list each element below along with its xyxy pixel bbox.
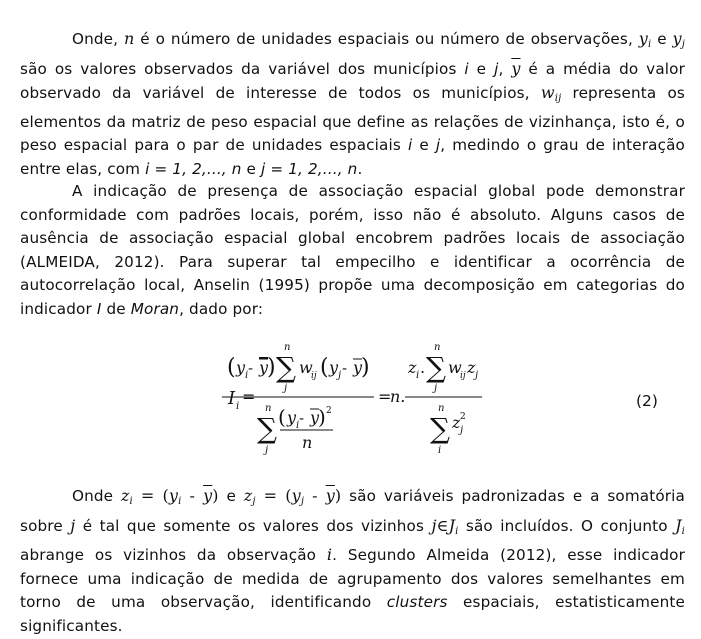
eq-sum-top: n [434,342,441,353]
eq-n: n [302,433,313,452]
math-I: I [96,299,102,318]
math-subscript: i [681,525,686,537]
eq-square: 2 [460,412,466,422]
text: são os valores observados da variável dos municípios [20,59,465,78]
eq-z: z [467,358,476,377]
math-ybar: $\overline{y}$ [325,486,335,505]
eq-sub: j [475,370,479,381]
eq-minus: - [248,359,254,377]
paragraph-definitions [20,27,685,182]
eq-sum-top: n [265,403,272,414]
math-op: - [304,486,326,505]
clusters-term: clusters [386,593,448,612]
eq-z: z [408,358,417,377]
text: é o número de unidades espaciais ou número de observações, [134,30,639,48]
math-subscript: i [455,525,459,537]
text: e [412,136,436,155]
math-y: y [638,29,648,48]
eq-sum: ∑ [426,351,446,384]
eq-sum: ∑ [257,412,277,445]
eq-w-sub: ij [311,371,317,381]
eq-paren: ) [318,405,326,429]
text: e [651,30,673,48]
math-i: i [407,136,413,155]
math-op: ) [334,486,342,505]
paragraph-global-association [20,180,685,322]
math-y: y [672,29,682,48]
eq-y: y [236,358,246,377]
text: Onde, [72,30,124,48]
math-w: w [540,83,555,103]
text: e [241,159,261,178]
math-i-range: i = 1, 2,..., n [145,159,242,178]
eq-paren: ( [278,405,286,429]
eq-w: w [299,358,313,377]
math-j-range: j = 1, 2,..., n [261,159,358,178]
text: de [101,299,131,318]
text: e [468,59,495,78]
eq-sum-bottom: j [284,383,288,394]
math-j: j [435,136,441,155]
math-ybar: $\overline{y}$ [203,486,213,505]
text: é a média do valor observado da variável de interesse de todos os municípios, [20,59,685,103]
eq-square: 2 [326,406,332,416]
eq-sum: ∑ [430,412,450,445]
eq-sub: j [338,370,342,381]
moran-term: Moran [130,299,180,318]
math-op: - [181,486,204,505]
math-n: n [124,29,135,48]
math-j: j [494,59,499,78]
math-subscript: j [681,39,686,50]
text: abrange os vizinhos da observação [20,546,327,565]
equation-local-moran [0,333,701,463]
eq-ybar: y [353,358,363,377]
math-subscript: i [648,39,652,50]
eq-paren: ) [361,355,370,380]
math-y: y [291,486,301,505]
eq-w: w [448,358,462,377]
text: são variáveis padronizadas e a somatória sobre [20,487,686,535]
eq-paren: ( [320,355,329,380]
math-J: J [675,515,682,535]
math-j: j [70,515,76,535]
math-z: z [243,486,253,505]
eq-ybar: y [259,358,269,377]
eq-minus: - [299,409,305,427]
eq-minus: - [342,359,348,377]
eq-lhs-sub: i [236,401,240,412]
math-op: = ( [132,486,169,505]
math-J: J [448,515,456,535]
eq-sub: i [245,370,249,381]
text: , medindo o grau de interação entre elas, com [20,136,686,178]
math-subscript: j [252,496,256,507]
eq-sum-bottom: i [438,445,442,456]
eq-equals: = [378,387,392,406]
eq-paren: ( [227,355,236,380]
eq-ybar: y [310,408,320,427]
text: e [218,487,244,505]
eq-sub: i [416,370,420,381]
math-element-of: ∈ [436,515,449,535]
eq-sum-bottom: j [265,445,269,456]
eq-dot: . [420,358,426,377]
text: representa os elementos da matriz de peso espacial que define as relações de vizinhança, isto é, o peso espacial para o par de unidades espaciais [20,84,685,155]
eq-sum-bottom: j [434,383,438,394]
eq-sub: j [460,425,464,436]
math-subscript: j [300,496,305,507]
eq-y: y [287,408,297,427]
math-i: i [326,545,333,565]
text: espaciais, estatisticamente significantes. [20,593,685,635]
eq-paren: ) [267,355,276,380]
eq-sum-top: n [284,342,291,353]
eq-n-dot: n. [390,387,406,406]
text: Onde [72,487,121,505]
math-op: = ( [255,486,292,505]
eq-sum: ∑ [276,351,296,384]
text: A indicação de presença de associação espacial global pode demonstrar conformidade com padrões locais, porém, isso não é absoluto. Alguns casos de ausência de associação espacial global encobrem padrões locais de associação (ALMEIDA, 2012). Para superar tal empecilho e identificar a ocorrência de autocorrelação local, Anselin (1995) propõe uma decomposição em categorias do indicador [20,182,685,318]
eq-z: z [452,413,461,432]
math-j: j [431,515,437,535]
math-y: y [168,486,179,505]
text: são incluídos. O conjunto [458,516,676,535]
math-i: i [464,59,469,78]
math-subscript: i [129,496,133,507]
eq-equals: = [242,387,256,406]
text: , dado por: [179,299,264,318]
eq-sum-top: n [438,403,445,414]
paragraph-standardized-variables [20,484,685,639]
eq-y: y [329,358,339,377]
math-subscript: i [178,496,182,507]
math-ybar: $\overline{y}$ [511,58,521,78]
text: , [498,59,512,78]
math-z: z [120,486,130,505]
eq-lhs: I [228,388,236,409]
eq-sub: i [296,420,300,431]
eq-w-sub: ij [460,371,466,381]
math-subscript: ij [554,93,562,105]
equation-number: (2) [636,392,658,410]
math-op: ) [212,486,219,505]
text: é tal que somente os valores dos vizinhos [75,516,432,535]
text: . [357,159,363,178]
text: . Segundo Almeida (2012), esse indicador fornece uma indicação de medida de agrupamento dos valores semelhantes em torno de uma observação, identificando [20,546,685,612]
